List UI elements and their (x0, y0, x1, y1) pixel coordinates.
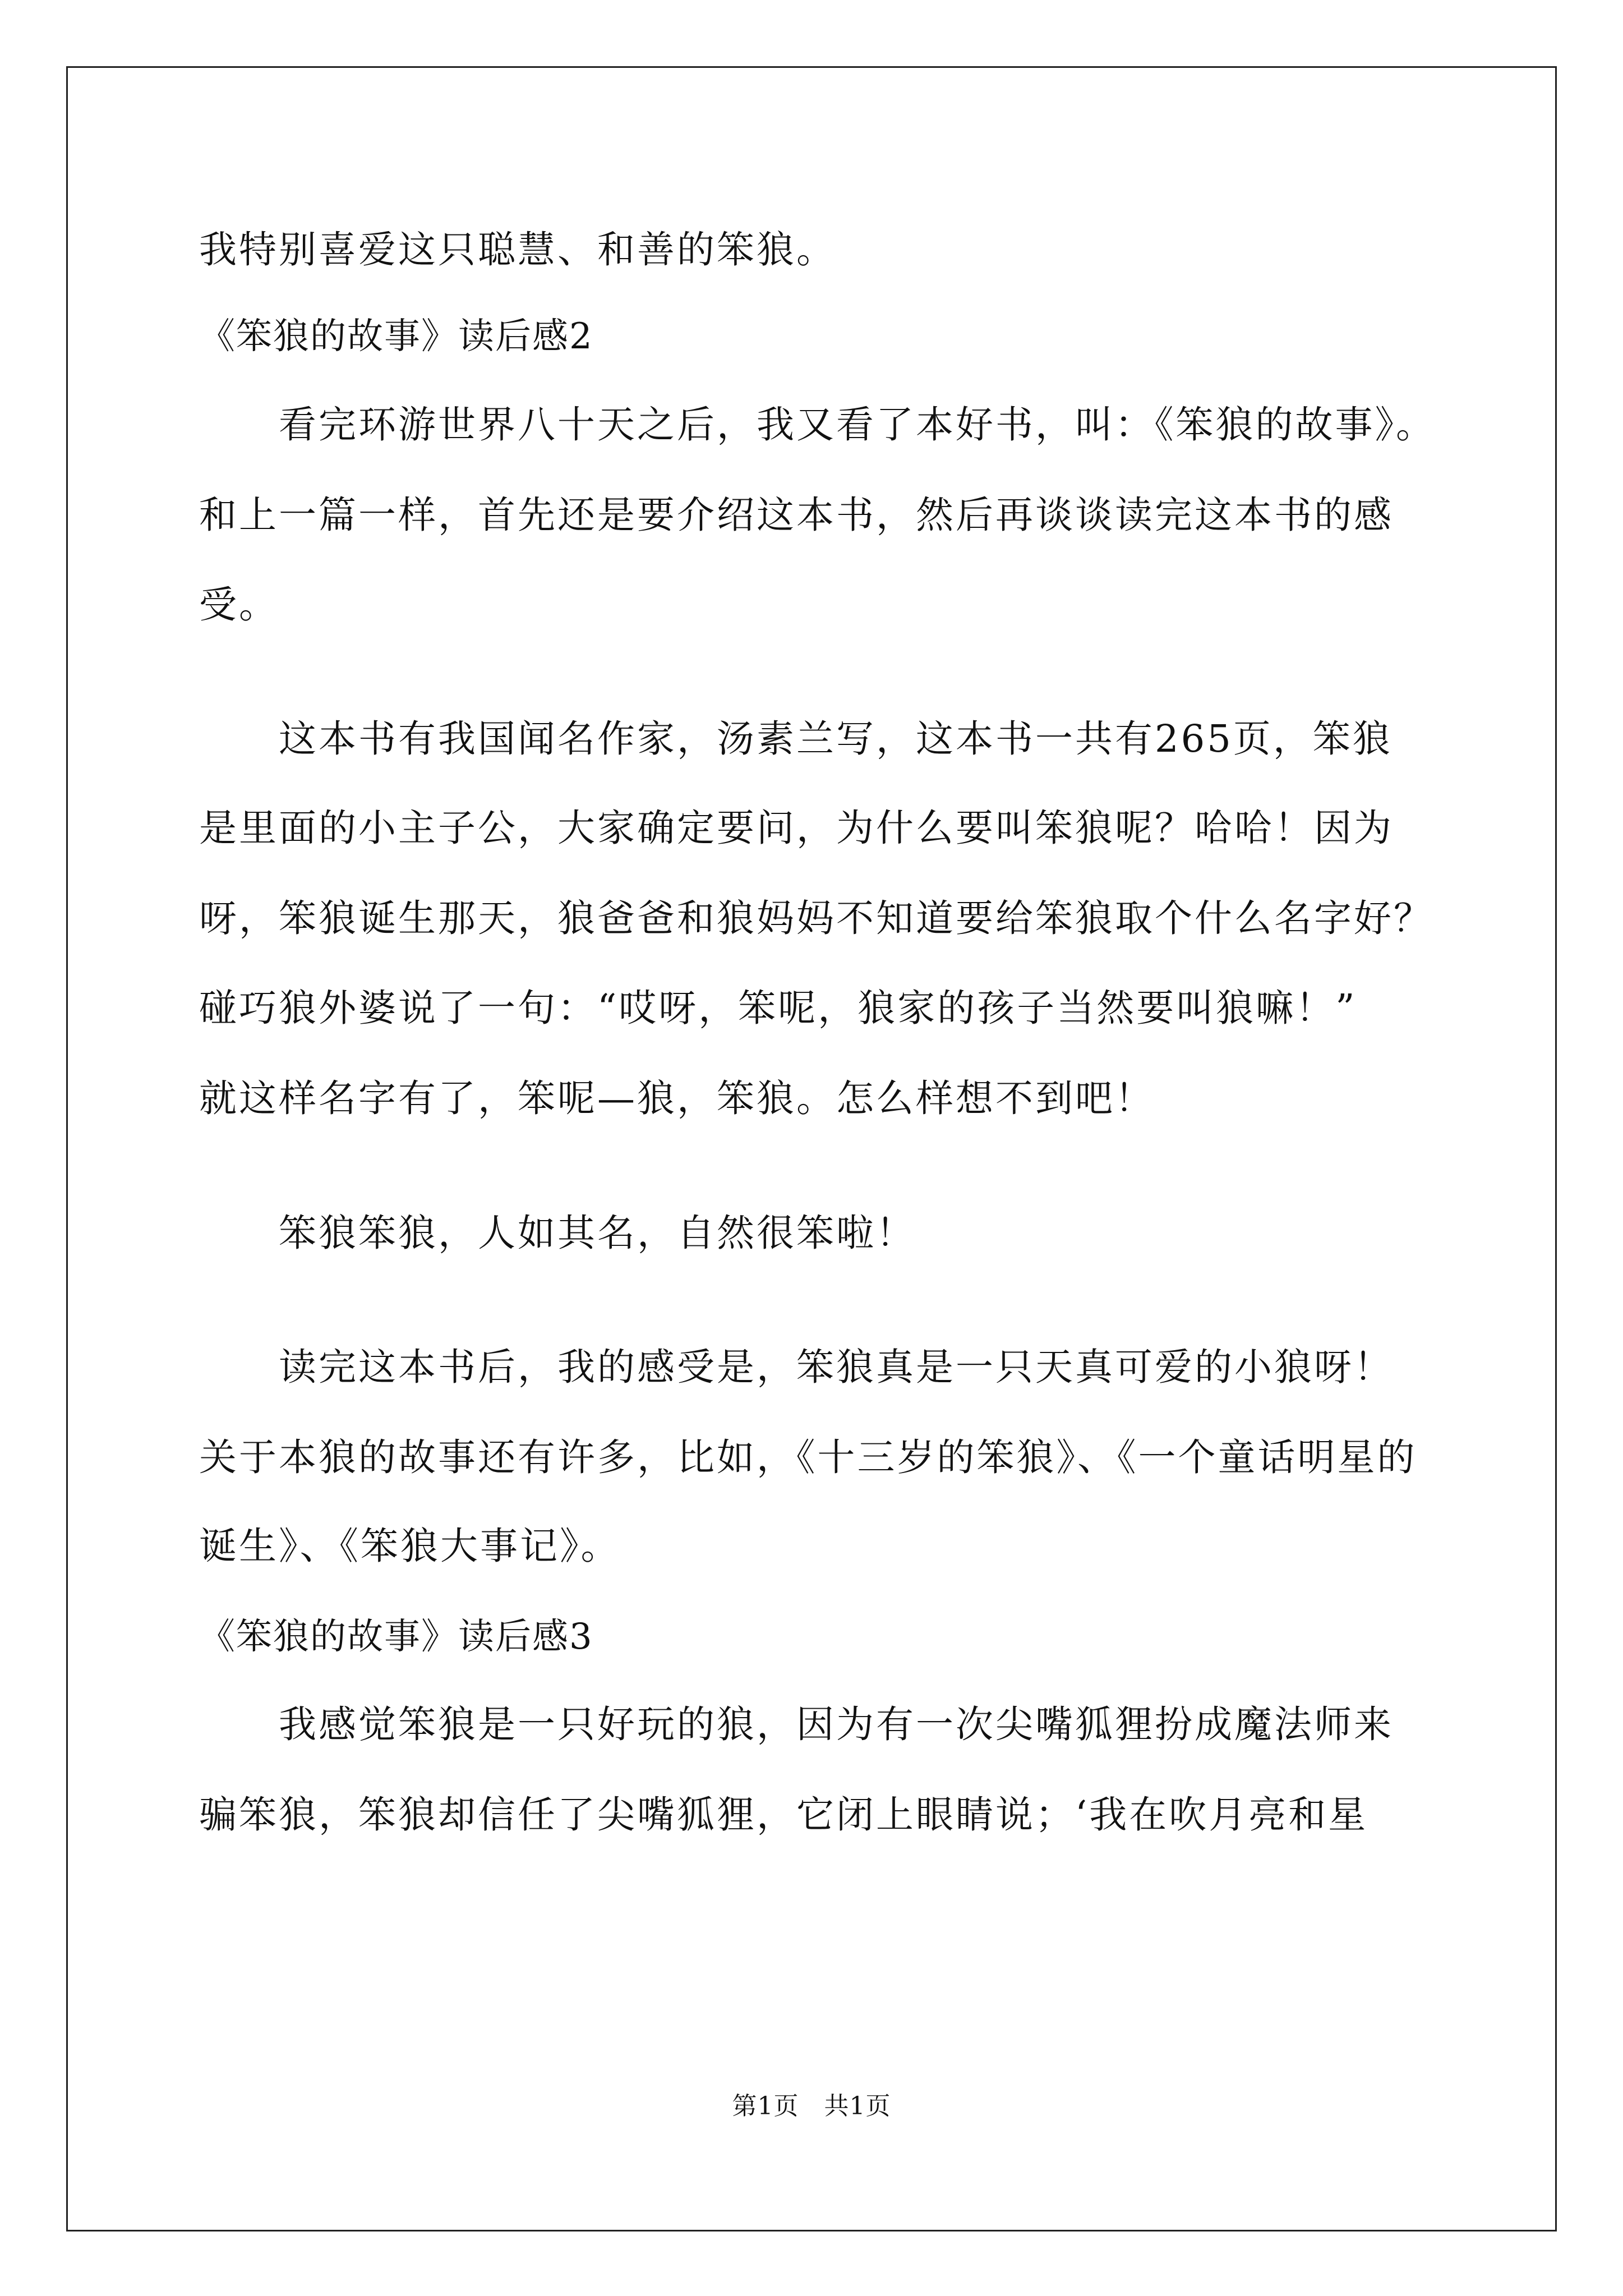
body-text-line: 骗笨狼，笨狼却信任了尖嘴狐狸，它闭上眼睛说；‘我在吹月亮和星 (199, 1793, 1368, 1837)
body-text-line: 我特别喜爱这只聪慧、和善的笨狼。 (199, 228, 836, 272)
body-text-line: 受。 (199, 583, 279, 627)
body-text-line: 关于本狼的故事还有许多，比如，《十三岁的笨狼》、《一个童话明星的 (199, 1435, 1417, 1479)
paragraph-first-line: 我感觉笨狼是一只好玩的狼，因为有一次尖嘴狐狸扮成魔法师来 (279, 1703, 1394, 1746)
body-text-line: 和上一篇一样，首先还是要介绍这本书，然后再谈谈读完这本书的感 (199, 493, 1394, 537)
body-text-line: 就这样名字有了，笨呢—狼，笨狼。怎么样想不到吧！ (199, 1076, 1155, 1120)
body-text-line: 是里面的小主子公，大家确定要问，为什么要叫笨狼呢？哈哈！因为 (199, 806, 1394, 850)
page-border (66, 66, 1557, 2231)
page-footer: 第1页 共1页 (732, 2092, 891, 2120)
paragraph-first-line: 看完环游世界八十天之后，我又看了本好书，叫：《笨狼的故事》。 (279, 403, 1436, 447)
body-text-line: 诞生》、《笨狼大事记》。 (199, 1524, 621, 1568)
section-heading: 《笨狼的故事》读后感3 (199, 1616, 593, 1658)
paragraph-first-line: 这本书有我国闻名作家，汤素兰写，这本书一共有265页，笨狼 (279, 717, 1393, 761)
paragraph-first-line: 笨狼笨狼，人如其名，自然很笨啦！ (279, 1211, 916, 1255)
body-text-line: 呀，笨狼诞生那天，狼爸爸和狼妈妈不知道要给笨狼取个什么名字好？ (199, 896, 1433, 940)
section-heading: 《笨狼的故事》读后感2 (199, 316, 593, 357)
paragraph-first-line: 读完这本书后，我的感受是，笨狼真是一只天真可爱的小狼呀！ (279, 1345, 1394, 1389)
body-text-line: 碰巧狼外婆说了一句：“哎呀，笨呢，狼家的孩子当然要叫狼嘛！” (199, 986, 1357, 1030)
